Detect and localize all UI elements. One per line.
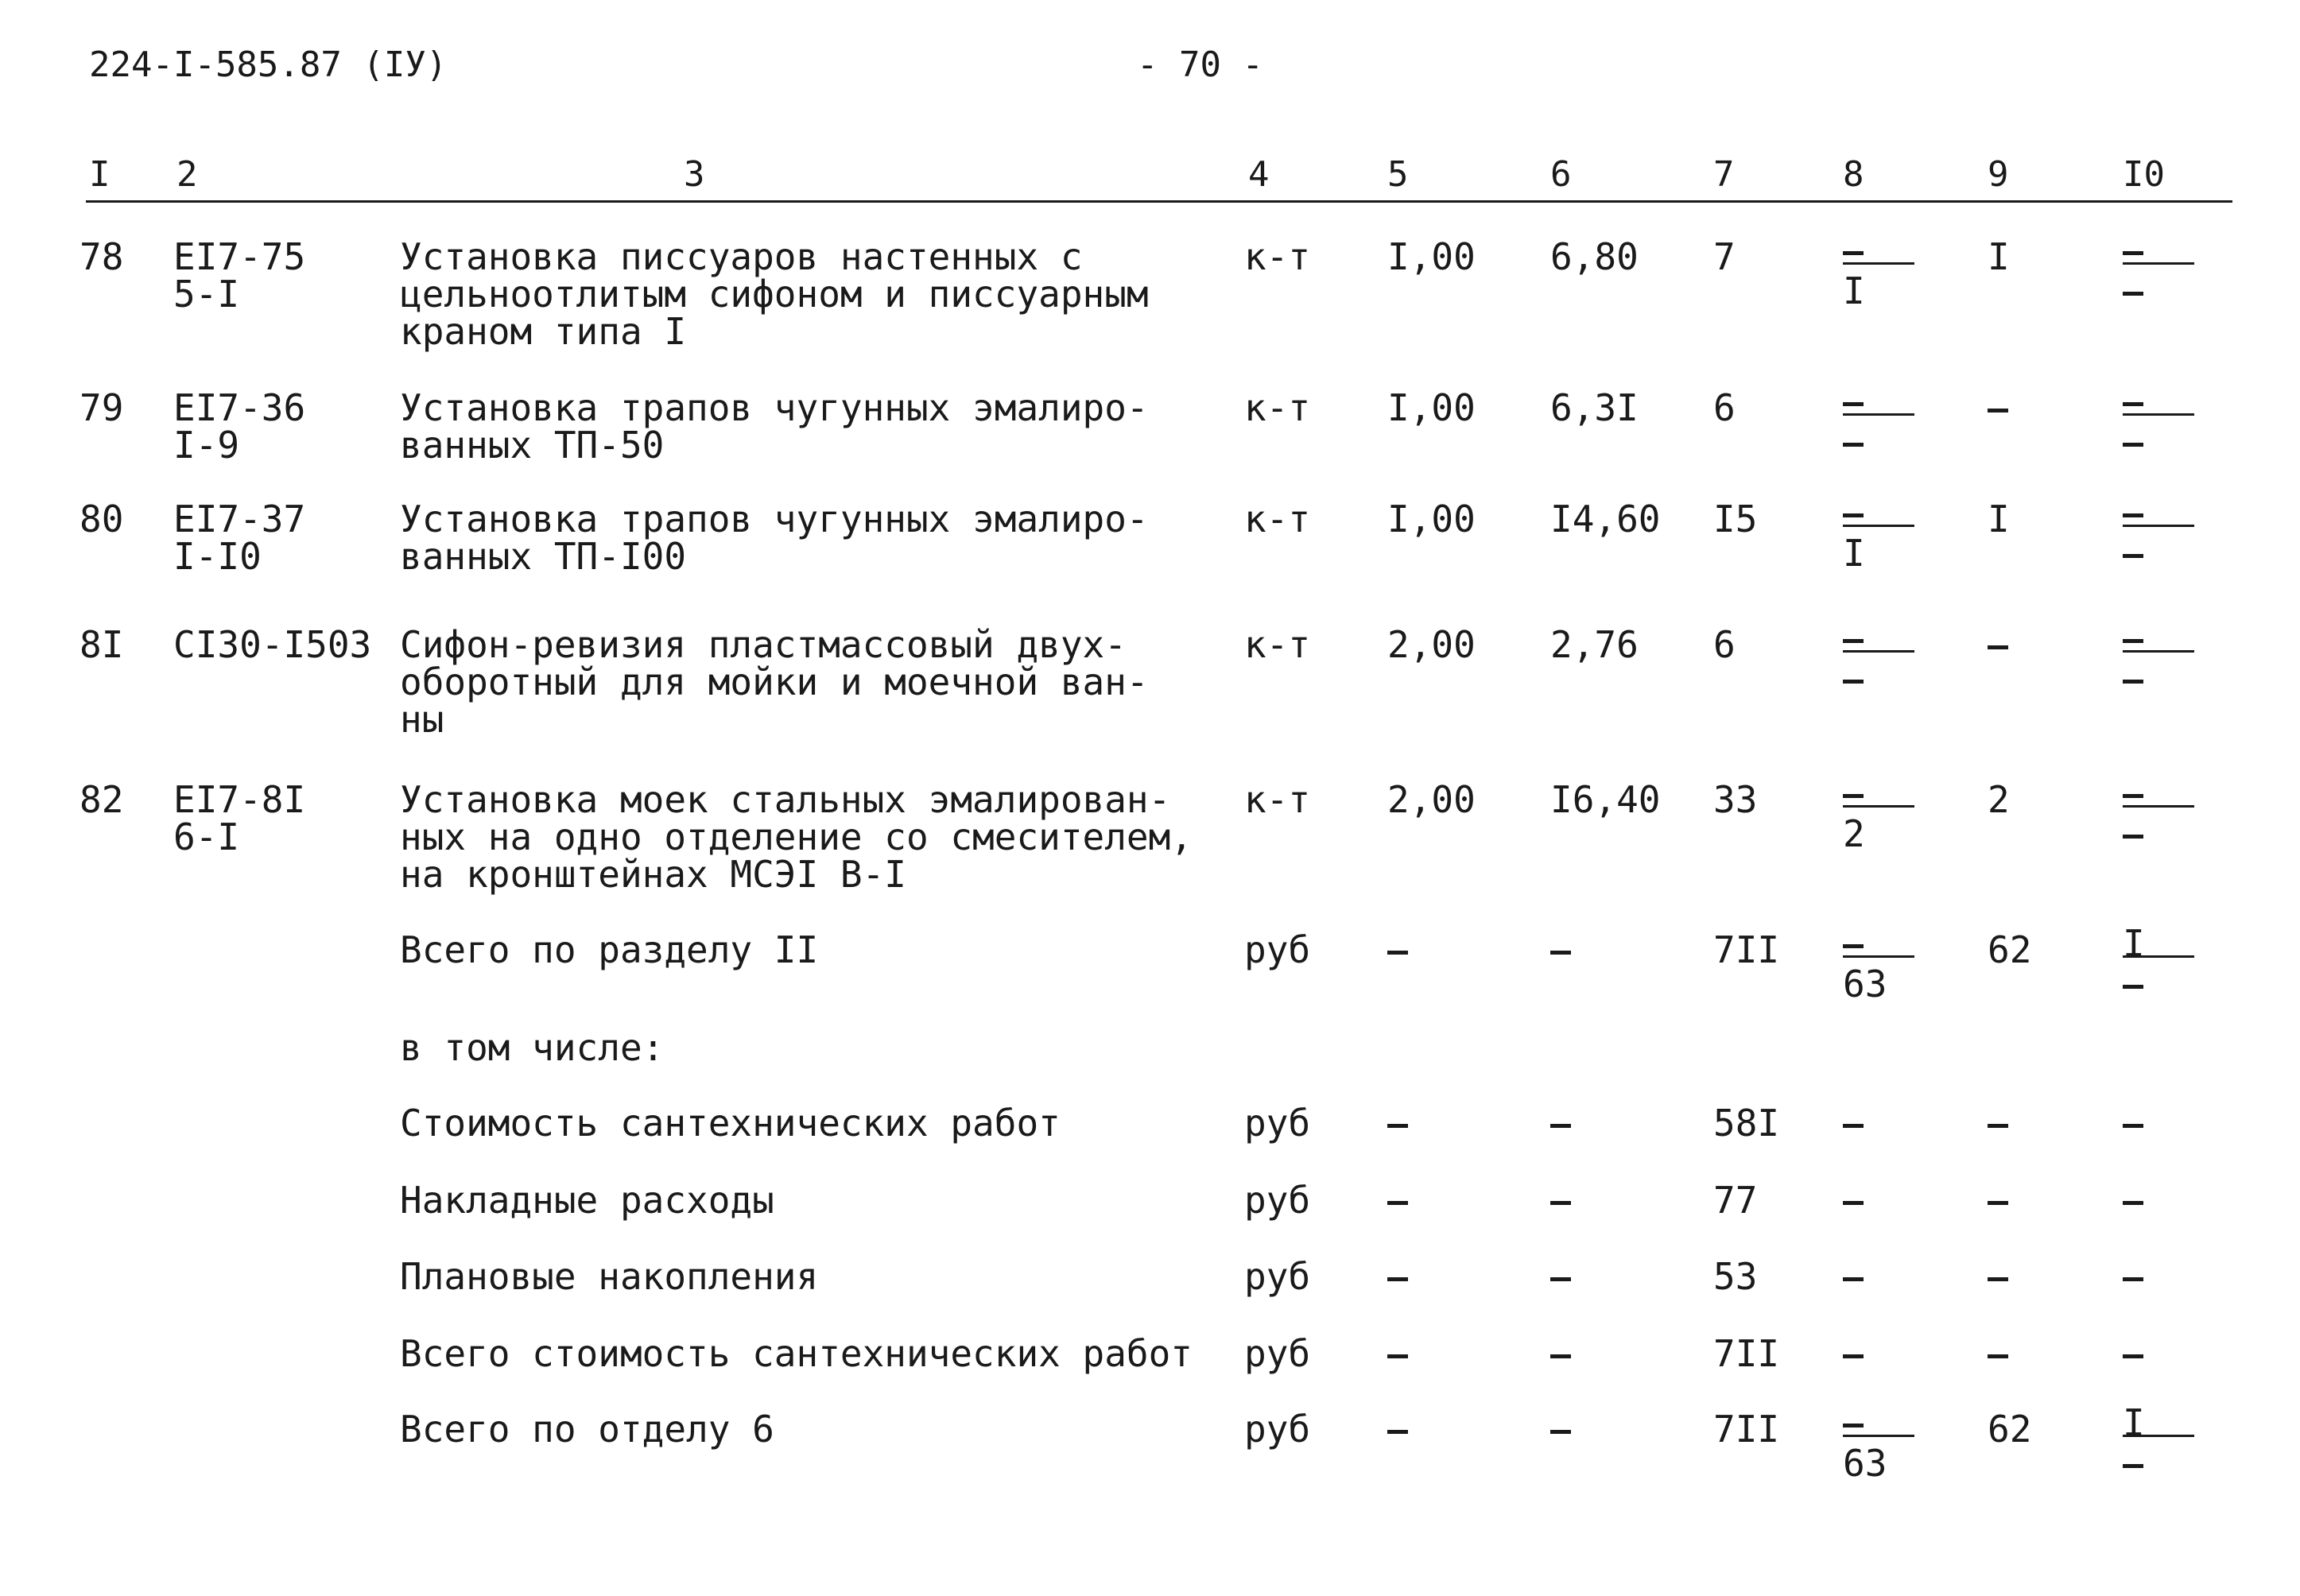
cell-col-c8: [1843, 1182, 1864, 1218]
cell-col-c6: [1550, 1182, 1571, 1218]
work-description: [400, 623, 1149, 741]
dash-mark: [1387, 1277, 1408, 1281]
cell-col-c8-numerator: [1843, 501, 1922, 525]
cell-col-unit: руб: [1244, 1255, 1311, 1298]
cell-col-c10: [2123, 1335, 2143, 1372]
cell-col-c8: [1843, 501, 1922, 575]
column-header-8: 8: [1843, 154, 1864, 195]
column-header-4: 4: [1248, 154, 1270, 195]
cell-col-unit: к-т: [1244, 235, 1311, 278]
cell-col-unit: руб: [1244, 928, 1311, 971]
work-description-line: ны: [400, 698, 444, 741]
dash-mark: [1988, 409, 2008, 413]
cell-col-c9: I: [1988, 498, 2010, 540]
cell-col-c6: [1550, 932, 1571, 968]
rate-code-line: 6-I: [173, 815, 240, 858]
rate-code-line: EI7-8I: [173, 778, 306, 821]
dash-mark: [1550, 1124, 1571, 1128]
dash-mark: [2123, 639, 2143, 643]
cell-col-c9: [1988, 1182, 2008, 1218]
cell-col-c6: [1550, 1335, 1571, 1372]
rate-code: [173, 778, 306, 858]
cell-col-c8-numerator: [1843, 781, 1922, 805]
cell-col-c9: 62: [1988, 928, 2032, 971]
summary-label: Всего по разделу II: [400, 928, 819, 971]
cell-col-unit: руб: [1244, 1102, 1311, 1145]
dash-mark: [2123, 443, 2143, 447]
dash-mark: [1988, 1277, 2008, 1281]
cell-col-c10-fraction-bar: [2123, 525, 2194, 527]
cell-col-c8: [1843, 1335, 1864, 1372]
dash-mark: [1843, 1424, 1864, 1427]
rate-code-line: I-I0: [173, 535, 262, 578]
dash-mark: [2123, 251, 2143, 255]
cell-col-c6: 6,3I: [1550, 386, 1639, 429]
cell-col-c6: I4,60: [1550, 498, 1661, 540]
cell-col-c5: I,00: [1387, 386, 1476, 429]
cell-col-c10-fraction-bar: [2123, 650, 2194, 653]
cell-col-c8-denominator: [1843, 660, 1922, 697]
cell-col-c10: [2123, 389, 2202, 460]
cell-col-c7: 7II: [1713, 1332, 1780, 1375]
cell-col-c9: [1988, 1335, 2008, 1372]
cell-col-c5: [1387, 1335, 1408, 1372]
dash-mark: [1843, 1124, 1864, 1128]
cell-col-c5: [1387, 932, 1408, 968]
dash-mark: [1550, 1201, 1571, 1205]
summary-label: Всего стоимость сантехнических работ: [400, 1332, 1193, 1375]
cell-col-c10: [2123, 238, 2202, 309]
cell-col-c10: [2123, 1105, 2143, 1141]
cell-col-c6: 6,80: [1550, 235, 1639, 278]
cell-col-c8: [1843, 1105, 1864, 1141]
cell-col-c8-fraction-bar: [1843, 262, 1914, 265]
cell-col-c9: 2: [1988, 778, 2010, 821]
cell-col-c8-numerator: [1843, 626, 1922, 650]
cell-col-c6: 2,76: [1550, 623, 1639, 666]
cell-col-c7: 6: [1713, 386, 1736, 429]
dash-mark: [2123, 554, 2143, 558]
cell-col-c8: [1843, 238, 1922, 312]
column-header-10: I0: [2123, 154, 2165, 195]
cell-col-c10-denominator: [2123, 966, 2202, 1002]
rate-code: [173, 386, 306, 467]
cell-col-c10: [2123, 626, 2202, 697]
cell-col-c10: [2123, 1182, 2143, 1218]
dash-mark: [1988, 1124, 2008, 1128]
cell-col-c8-denominator: 2: [1843, 812, 1865, 855]
cell-col-c5: I,00: [1387, 498, 1476, 540]
column-header-2: 2: [176, 154, 198, 195]
cell-col-c10-numerator: [2123, 626, 2202, 650]
cell-col-c5: [1387, 1411, 1408, 1447]
cell-col-c6: I6,40: [1550, 778, 1661, 821]
cell-col-c10-numerator: [2123, 781, 2202, 805]
row-number: 79: [80, 386, 124, 429]
cell-col-c5: [1387, 1258, 1408, 1295]
dash-mark: [1843, 1354, 1864, 1358]
cell-col-c9: [1988, 1258, 2008, 1295]
work-description-line: цельноотлитым сифоном и писсуарным: [400, 273, 1149, 316]
cell-col-c10-fraction-bar: [2123, 805, 2194, 808]
cell-col-c7: 33: [1713, 778, 1758, 821]
cell-col-c8-fraction-bar: [1843, 805, 1914, 808]
cell-col-c10-denominator: [2123, 815, 2202, 852]
cell-col-c8: [1843, 1258, 1864, 1295]
dash-mark: [1843, 639, 1864, 643]
cell-col-c9: I: [1988, 235, 2010, 278]
cell-col-c7: 58I: [1713, 1102, 1780, 1145]
cell-col-c8-numerator: [1843, 238, 1922, 262]
dash-mark: [2123, 1201, 2143, 1205]
rate-code-line: EI7-75: [173, 235, 306, 278]
dash-mark: [1988, 1201, 2008, 1205]
dash-mark: [2123, 292, 2143, 296]
row-number: 78: [80, 235, 124, 278]
cell-col-c6: [1550, 1105, 1571, 1141]
cell-col-c8: [1843, 781, 1922, 855]
cell-col-c10: [2123, 501, 2202, 571]
cell-col-c8-fraction-bar: [1843, 650, 1914, 653]
cell-col-c8-numerator: [1843, 1411, 1922, 1435]
cell-col-c5: [1387, 1182, 1408, 1218]
cell-col-c6: [1550, 1411, 1571, 1447]
row-number: 80: [80, 498, 124, 540]
dash-mark: [1843, 680, 1864, 684]
dash-mark: [1387, 951, 1408, 955]
cell-col-c8-fraction-bar: [1843, 1435, 1914, 1437]
cell-col-c9: 62: [1988, 1408, 2032, 1451]
cell-col-c10: [2123, 781, 2202, 852]
dash-mark: [1843, 402, 1864, 406]
cell-col-unit: к-т: [1244, 623, 1311, 666]
column-header-9: 9: [1988, 154, 2009, 195]
cell-col-c7: 7II: [1713, 1408, 1780, 1451]
rate-code-line: EI7-37: [173, 498, 306, 540]
cell-col-c10-denominator: [2123, 660, 2202, 697]
cell-col-c9: [1988, 626, 2008, 663]
cell-col-c8-numerator: [1843, 389, 1922, 413]
summary-label: Плановые накопления: [400, 1255, 819, 1298]
summary-label: в том числе:: [400, 1026, 665, 1069]
cell-col-c7: 6: [1713, 623, 1736, 666]
dash-mark: [1843, 944, 1864, 948]
work-description-line: Установка моек стальных эмалирован-: [400, 778, 1171, 821]
dash-mark: [2123, 794, 2143, 798]
work-description-line: Установка писсуаров настенных с: [400, 235, 1083, 278]
dash-mark: [2123, 1354, 2143, 1358]
dash-mark: [1387, 1201, 1408, 1205]
cell-col-c7: 77: [1713, 1179, 1758, 1222]
cell-col-c8: [1843, 626, 1922, 697]
dash-mark: [1843, 1201, 1864, 1205]
row-number: 82: [80, 778, 124, 821]
cell-col-c7: 7: [1713, 235, 1736, 278]
rate-code: [173, 498, 306, 578]
cell-col-c10-denominator: [2123, 1445, 2202, 1482]
dash-mark: [2123, 1277, 2143, 1281]
cell-col-c7: 53: [1713, 1255, 1758, 1298]
header-rule: [86, 200, 2232, 203]
cell-col-c8-denominator: I: [1843, 532, 1865, 575]
cell-col-c10-fraction-bar: [2123, 413, 2194, 416]
dash-mark: [2123, 835, 2143, 839]
cell-col-unit: руб: [1244, 1179, 1311, 1222]
column-header-7: 7: [1713, 154, 1735, 195]
dash-mark: [1988, 645, 2008, 649]
cell-col-c10-numerator: [2123, 389, 2202, 413]
cell-col-c8-fraction-bar: [1843, 413, 1914, 416]
cell-col-c5: 2,00: [1387, 623, 1476, 666]
work-description: [400, 386, 1149, 467]
work-description: [400, 778, 1193, 896]
rate-code-line: I-9: [173, 424, 240, 467]
dash-mark: [1387, 1430, 1408, 1434]
cell-col-c5: [1387, 1105, 1408, 1141]
cell-col-c8: [1843, 1411, 1922, 1485]
dash-mark: [1843, 443, 1864, 447]
dash-mark: [1988, 1354, 2008, 1358]
cell-col-c8: [1843, 932, 1922, 1005]
work-description: [400, 498, 1149, 578]
cell-col-c10-denominator: [2123, 424, 2202, 460]
cell-col-c7: I5: [1713, 498, 1758, 540]
cell-col-c8-denominator: 63: [1843, 1442, 1887, 1485]
summary-label: Стоимость сантехнических работ: [400, 1102, 1061, 1145]
cell-col-unit: к-т: [1244, 498, 1311, 540]
cell-col-c10-numerator: I: [2123, 922, 2145, 965]
cell-col-c10-numerator: I: [2123, 1401, 2145, 1444]
cell-col-unit: к-т: [1244, 386, 1311, 429]
work-description-line: ванных ТП-I00: [400, 535, 687, 578]
dash-mark: [1550, 1277, 1571, 1281]
cell-col-c5: 2,00: [1387, 778, 1476, 821]
dash-mark: [1550, 951, 1571, 955]
dash-mark: [1550, 1430, 1571, 1434]
dash-mark: [1843, 513, 1864, 517]
rate-code-line: CI30-I503: [173, 623, 372, 666]
cell-col-c9: [1988, 389, 2008, 426]
dash-mark: [1843, 794, 1864, 798]
cell-col-c10-denominator: [2123, 535, 2202, 571]
work-description-line: Установка трапов чугунных эмалиро-: [400, 386, 1149, 429]
work-description-line: на кронштейнах МСЭI В-I: [400, 853, 906, 896]
cell-col-c10: [2123, 922, 2202, 1002]
rate-code: [173, 623, 372, 666]
summary-label: Всего по отделу 6: [400, 1408, 774, 1451]
column-header-5: 5: [1387, 154, 1409, 195]
dash-mark: [2123, 680, 2143, 684]
work-description-line: ванных ТП-50: [400, 424, 665, 467]
cell-col-c10-numerator: [2123, 238, 2202, 262]
cell-col-unit: руб: [1244, 1408, 1311, 1451]
work-description-line: краном типа I: [400, 310, 687, 353]
dash-mark: [2123, 513, 2143, 517]
work-description: [400, 235, 1149, 353]
column-header-3: 3: [684, 154, 705, 195]
cell-col-c8-denominator: I: [1843, 269, 1865, 312]
cell-col-c10-fraction-bar: [2123, 262, 2194, 265]
summary-label: Накладные расходы: [400, 1179, 774, 1222]
dash-mark: [1843, 1277, 1864, 1281]
cell-col-c8: [1843, 389, 1922, 460]
rate-code-line: EI7-36: [173, 386, 306, 429]
dash-mark: [1387, 1354, 1408, 1358]
dash-mark: [2123, 1464, 2143, 1468]
cell-col-unit: руб: [1244, 1332, 1311, 1375]
work-description-line: Установка трапов чугунных эмалиро-: [400, 498, 1149, 540]
work-description-line: оборотный для мойки и моечной ван-: [400, 660, 1149, 703]
cell-col-c8-fraction-bar: [1843, 525, 1914, 527]
cell-col-c10: [2123, 1401, 2202, 1482]
work-description-line: Сифон-ревизия пластмассовый двух-: [400, 623, 1127, 666]
cell-col-c8-denominator: [1843, 424, 1922, 460]
cell-col-c8-fraction-bar: [1843, 955, 1914, 958]
dash-mark: [2123, 402, 2143, 406]
cell-col-c5: I,00: [1387, 235, 1476, 278]
dash-mark: [1387, 1124, 1408, 1128]
cell-col-c8-numerator: [1843, 932, 1922, 955]
cell-col-c10-numerator: [2123, 501, 2202, 525]
page-number: - 70 -: [1137, 45, 1263, 85]
dash-mark: [2123, 1124, 2143, 1128]
dash-mark: [1550, 1354, 1571, 1358]
rate-code-line: 5-I: [173, 273, 240, 316]
cell-col-c8-denominator: 63: [1843, 963, 1887, 1005]
cell-col-c7: 7II: [1713, 928, 1780, 971]
cell-col-c6: [1550, 1258, 1571, 1295]
dash-mark: [1843, 251, 1864, 255]
cell-col-unit: к-т: [1244, 778, 1311, 821]
work-description-line: ных на одно отделение со смесителем,: [400, 815, 1193, 858]
column-header-1: I: [89, 154, 111, 195]
dash-mark: [2123, 985, 2143, 989]
row-number: 8I: [80, 623, 124, 666]
column-header-6: 6: [1550, 154, 1572, 195]
rate-code: [173, 235, 306, 316]
cell-col-c10: [2123, 1258, 2143, 1295]
cell-col-c9: [1988, 1105, 2008, 1141]
document-code: 224-I-585.87 (IУ): [89, 45, 448, 85]
cell-col-c10-denominator: [2123, 273, 2202, 309]
